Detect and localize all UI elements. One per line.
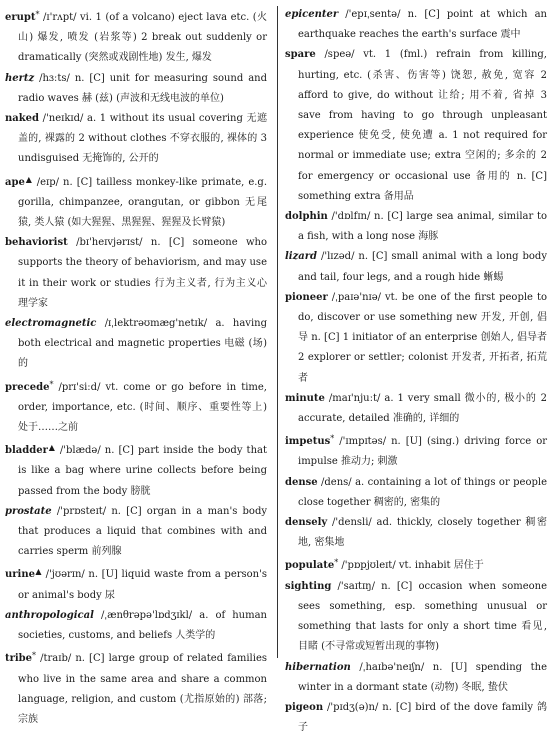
glossary-entry xyxy=(5,438,267,502)
headword: sighting xyxy=(285,580,332,592)
frequency-mark: * xyxy=(32,651,37,661)
headword: ape xyxy=(5,176,25,188)
headword: prostate xyxy=(5,505,52,517)
entry-definition: /'pɪdʒ(ə)n/ n. [C] bird of the dove family 鸽子 xyxy=(298,701,547,734)
entry-definition: /maɪ'njuːt/ a. 1 very small 微小的, 极小的 2 accurate, detailed 准确的, 详细的 xyxy=(298,392,547,425)
headword: epicenter xyxy=(285,9,339,20)
glossary-entry xyxy=(5,170,267,234)
frequency-mark: * xyxy=(49,379,54,389)
glossary-entry xyxy=(285,658,547,698)
headword: lizard xyxy=(285,251,318,263)
entry-definition: /prɪ'siːd/ vt. come or go before in time, order, importance, etc. (时间、顺序、重要性等上) 处于……之前 xyxy=(18,381,267,434)
glossary-entry xyxy=(5,233,267,314)
glossary-entry xyxy=(5,69,267,109)
entry-definition: /ˌænθrəpə'lɒdʒɪkl/ a. of human societies, customs, and beliefs 人类学的 xyxy=(18,609,267,642)
headword: pigeon xyxy=(285,701,324,713)
headword: naked xyxy=(5,113,40,125)
entry-definition: /ˌpaɪə'nɪə/ vt. be one of the first people to do, discover or use something new 开发, 开创, 倡导 n. [C] 1 initiator of an enterprise 创始人, 倡导者 2 explorer or settler; colonist 开发者, 开拓者, 拓荒者 xyxy=(298,291,547,384)
entry-definition: /'ɪmpɪtəs/ n. [U] (sing.) driving force or impulse 推动力; 刺激 xyxy=(298,436,547,468)
entry-definition: /'dɒlfɪn/ n. [C] large sea animal, similar to a fish, with a long nose 海豚 xyxy=(298,211,547,243)
headword: erupt xyxy=(5,12,36,23)
entry-definition: /'pɒpjʊleɪt/ vt. inhabit 居住于 xyxy=(338,560,484,572)
entry-definition: /'saɪtɪŋ/ n. [C] occasion when someone sees something, esp. something unusual or something that lasts for only a short time 看见, 目睹 (不寻常或短暂出现的事物) xyxy=(298,580,547,653)
entry-definition: /'jʊərɪn/ n. [U] liquid waste from a person's or animal's body 尿 xyxy=(18,569,267,601)
glossary-entry xyxy=(5,502,267,563)
headword: bladder xyxy=(5,445,48,457)
right-column xyxy=(285,5,547,738)
headword: impetus xyxy=(285,436,331,448)
entry-definition: /'densli/ ad. thickly, closely together 稠密地, 密集地 xyxy=(298,517,547,549)
entry-definition: /ɪˌlektrəʊmæg'netɪk/ a. having both electrical and magnetic properties 电磁 (场) 的 xyxy=(18,318,267,370)
glossary-entry xyxy=(285,698,547,738)
entry-definition: /'prɒsteɪt/ n. [C] organ in a man's body that produces a liquid that combines with and carries sperm 前列腺 xyxy=(18,505,267,558)
entry-definition: /hɜːts/ n. [C] unit for measuring sound and radio waves 赫 (兹) (声波和无线电波的单位) xyxy=(18,72,267,104)
glossary-entry xyxy=(285,553,547,576)
entry-definition: /dens/ a. containing a lot of things or people close together 稠密的, 密集的 xyxy=(298,476,547,508)
glossary-subentry xyxy=(285,513,547,553)
headword: behaviorist xyxy=(5,237,68,249)
glossary-entry xyxy=(5,5,267,69)
headword: pioneer xyxy=(285,291,328,303)
glossary-entry xyxy=(5,314,267,375)
headword: minute xyxy=(285,392,325,404)
headword: hibernation xyxy=(285,661,351,673)
glossary-entry xyxy=(5,606,267,646)
glossary-entry xyxy=(285,473,547,513)
entry-definition: /'neɪkɪd/ a. 1 without its usual covering 无遮盖的, 裸露的 2 without clothes 不穿衣服的, 裸体的 3 undisguised 无掩饰的, 公开的 xyxy=(18,113,267,165)
glossary-entry xyxy=(285,45,547,207)
entry-definition: /bɪ'heɪvjərɪst/ n. [C] someone who supports the theory of behaviorism, and may use it in their work or studies 行为主义者, 行为主义心理学家 xyxy=(18,237,267,309)
glossary-entry xyxy=(285,247,547,287)
entry-definition: /speə/ vt. 1 (fml.) refrain from killing, hurting, etc. (杀害、伤害等) 饶恕, 赦免, 宽容 2 afford to give, do without 让给; 用不着, 省掉 3 save from having to go through unpleasant experience 使免受, 使免遭 a. 1 not required for normal or immediate use; extra 空闲的; 多余的 2 for emergency or occasional use 备用的 n. [C] something extra 备用品 xyxy=(298,49,547,202)
glossary-entry xyxy=(285,5,547,45)
headword: hertz xyxy=(5,72,35,84)
glossary-entry xyxy=(285,207,547,247)
entry-definition: /'epɪˌsentə/ n. [C] point at which an earthquake reaches the earth's surface 震中 xyxy=(298,9,547,41)
headword: tribe xyxy=(5,653,33,665)
headword: urine xyxy=(5,569,35,581)
headword: densely xyxy=(285,517,328,529)
frequency-mark: ▲ xyxy=(47,443,56,453)
frequency-mark: ▲ xyxy=(34,567,43,577)
glossary-entry xyxy=(285,577,547,658)
glossary-entry xyxy=(5,109,267,170)
entry-definition: /'blædə/ n. [C] part inside the body that is like a bag where urine collects before being passed from the body 膀胱 xyxy=(18,445,267,497)
headword: precede xyxy=(5,381,50,393)
frequency-mark: * xyxy=(334,558,339,568)
headword: anthropological xyxy=(5,609,94,621)
frequency-mark: ▲ xyxy=(24,174,33,184)
entry-definition: /ˌhaɪbə'neɪʃn/ n. [U] spending the winter in a dormant state (动物) 冬眠, 蛰伏 xyxy=(298,661,547,693)
headword: populate xyxy=(285,560,335,572)
frequency-mark: * xyxy=(330,434,335,444)
glossary-entry xyxy=(5,562,267,605)
column-divider xyxy=(277,6,278,658)
glossary-entry xyxy=(285,389,547,429)
entry-definition: /traɪb/ n. [C] large group of related families who live in the same area and share a common language, religion, and custom (尤指原始的) 部落; 宗族 xyxy=(18,653,267,725)
headword: dolphin xyxy=(285,211,328,223)
headword: spare xyxy=(285,49,316,61)
entry-definition: /ɪ'rʌpt/ vi. 1 (of a volcano) eject lava etc. (火山) 爆发, 喷发 (岩浆等) 2 break out suddenly or dramatically (突然或戏剧性地) 发生, 爆发 xyxy=(18,12,267,64)
headword: dense xyxy=(285,476,318,488)
left-column xyxy=(5,5,267,730)
headword: electromagnetic xyxy=(5,318,97,330)
glossary-entry xyxy=(285,429,547,472)
entry-definition: /'lɪzəd/ n. [C] small animal with a long body and tail, four legs, and a rough hide 蜥蜴 xyxy=(298,251,547,283)
glossary-entry xyxy=(5,375,267,439)
glossary-entry xyxy=(285,288,547,389)
entry-definition: /eɪp/ n. [C] tailless monkey-like primate, e.g. gorilla, chimpanzee, orangutan, or gibbon 无尾猿, 类人猿 (如大猩猩、黑猩猩、猩猩及长臂猿) xyxy=(18,176,267,229)
frequency-mark: * xyxy=(35,10,40,19)
glossary-entry xyxy=(5,646,267,730)
